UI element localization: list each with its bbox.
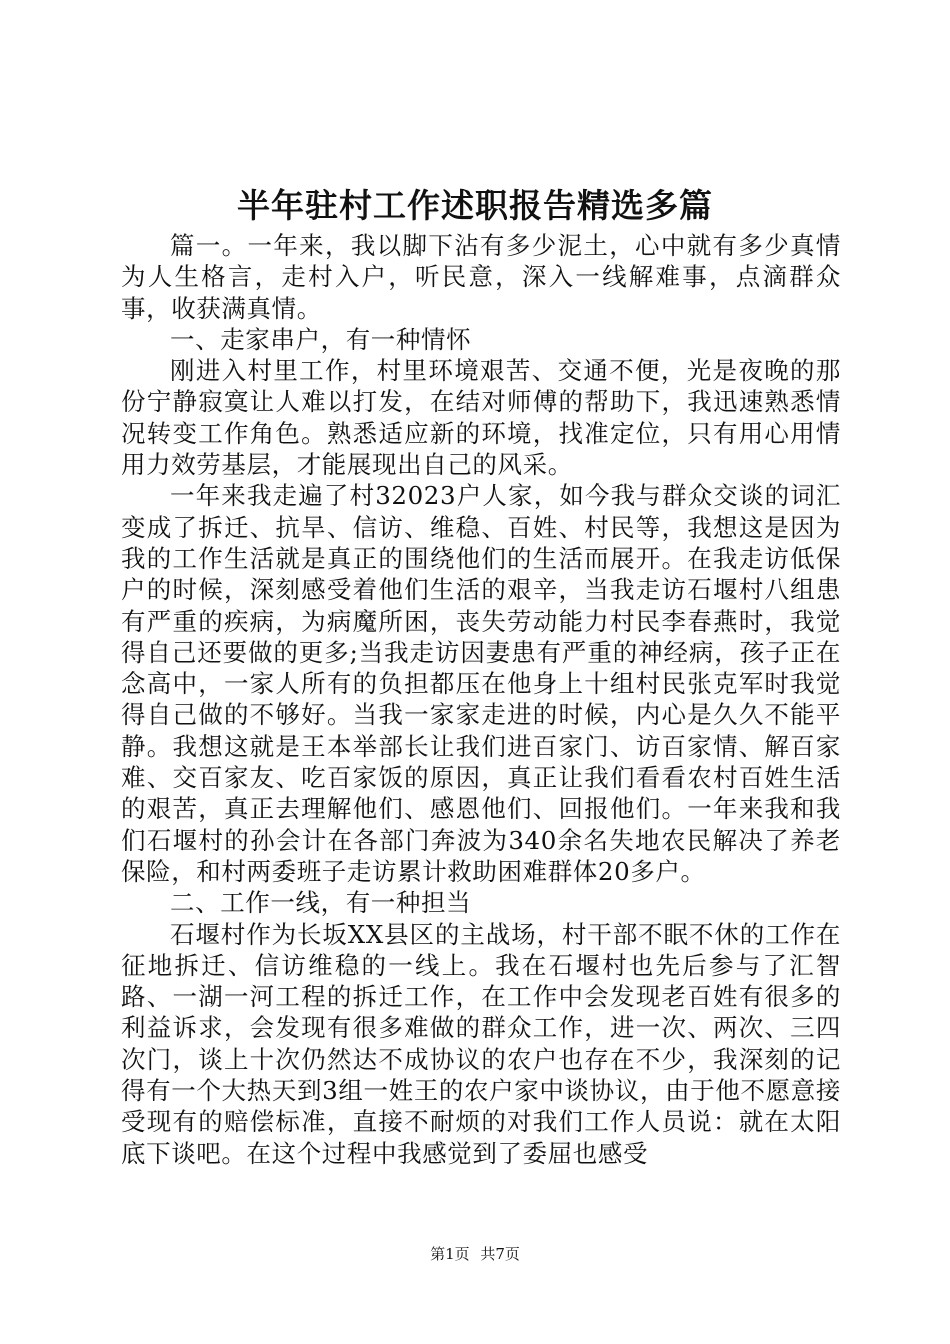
document-body: [121, 230, 841, 1169]
page-number-current: 第1页: [430, 1245, 470, 1263]
paragraph-section1-a: 刚进入村里工作，村里环境艰苦、交通不便，光是夜晚的那份宁静寂寞让人难以打发，在结对师傅的帮助下，我迅速熟悉情况转变工作角色。熟悉适应新的环境，找准定位，只有用心用情用力效劳基层，才能展现出自己的风采。: [121, 356, 841, 480]
paragraph-section2-a: 石堰村作为长坂XX县区的主战场，村干部不眠不休的工作在征地拆迁、信访维稳的一线上。我在石堰村也先后参与了汇智路、一湖一河工程的拆迁工作，在工作中会发现老百姓有很多的利益诉求，会发现有很多难做的群众工作，进一次、两次、三四次门，谈上十次仍然达不成协议的农户也存在不少，我深刻的记得有一个大热天到3组一姓王的农户家中谈协议，由于他不愿意接受现有的赔偿标准，直接不耐烦的对我们工作人员说：就在太阳底下谈吧。在这个过程中我感觉到了委屈也感受: [121, 919, 841, 1168]
document-title: 半年驻村工作述职报告精选多篇: [237, 186, 713, 225]
page-footer: [0, 1243, 950, 1265]
section-heading-1: 一、走家串户，有一种情怀: [170, 324, 472, 354]
section-heading-2: 二、工作一线，有一种担当: [170, 888, 472, 918]
page-number-total: 共7页: [480, 1245, 520, 1263]
paragraph-section1-b: 一年来我走遍了村32023户人家，如今我与群众交谈的词汇变成了拆迁、抗旱、信访、维稳、百姓、村民等，我想这是因为我的工作生活就是真正的围绕他们的生活而展开。在我走访低保户的时候，深刻感受着他们生活的艰辛，当我走访石堰村八组患有严重的疾病，为病魔所困，丧失劳动能力村民李春燕时，我觉得自己还要做的更多;当我走访因妻患有严重的神经病，孩子正在念高中，一家人所有的负担都压在他身上十组村民张克军时我觉得自己做的不够好。当我一家家走进的时候，内心是久久不能平静。我想这就是王本举部长让我们进百家门、访百家情、解百家难、交百家友、吃百家饭的原因，真正让我们看看农村百姓生活的艰苦，真正去理解他们、感恩他们、回报他们。一年来我和我们石堰村的孙会计在各部门奔波为340余名失地农民解决了养老保险，和村两委班子走访累计救助困难群体20多户。: [121, 481, 841, 886]
paragraph-intro: 篇一。一年来，我以脚下沾有多少泥土，心中就有多少真情为人生格言，走村入户，听民意，深入一线解难事，点滴群众事，收获满真情。: [121, 231, 841, 323]
